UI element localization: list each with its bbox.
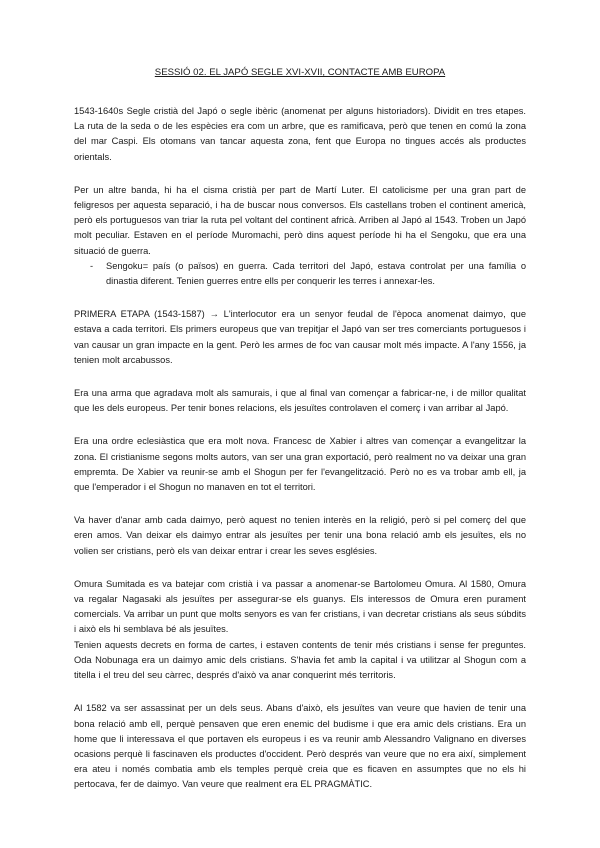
bullet-mark: - xyxy=(90,260,94,271)
document-title: SESSIÓ 02. EL JAPÓ SEGLE XVI-XVII, CONTACTE AMB EUROPA xyxy=(154,67,446,78)
paragraph-daimyo: Va haver d'anar amb cada daimyo, però aquest no tenien interès en la religió, però si pel comerç del que eren amos. Van deixar els daimyo entrar als jesuïtes per tenir una bona relació amb els jesuïtes, els no volien ser cristians, però els van deixar entrar i crear les seves esglésies. xyxy=(74,515,526,556)
paragraph-arma-samurais: Era una arma que agradava molt als samurais, i que al final van començar a fabricar-ne, i de millor qualitat que les dels europeus. Per tenir bones relacions, els jesuïtes controlaven el comerç i van arribar al Japó. xyxy=(74,388,526,414)
bullet-text: Sengoku= país (o països) en guerra. Cada territori del Japó, estava controlat per una família o dinastia diferent. Tenien guerres entre ells per conquerir les terres i annexar-les. xyxy=(106,260,526,287)
paragraph-cisma: Per un altre banda, hi ha el cisma cristià per part de Martí Luter. El catolicisme per una gran part de feligresos per aquesta separació, i ha de buscar nous conversos. Els castellans troben el continent americà, però els portuguesos van triar la ruta pel voltant del continent africà. Arriben al Japó al 1543. Troben un Japó molt peculiar. Estaven en el període Muromachi, però dins aquest període hi ha el Sengoku, que era una situació de guerra. xyxy=(74,184,526,256)
paragraph-decrets: Tenien aquests decrets en forma de cartes, i estaven contents de tenir més cristians i sense fer preguntes. Oda Nobunaga era un daimyo amic dels cristians. S'havia fet amb la capital i va utilitzar al Shogun com a titella i el treu del seu càrrec, després d'això va anar conquerint més territoris. xyxy=(74,639,526,681)
paragraph-primera-etapa: PRIMERA ETAPA (1543-1587) → L'interlocutor era un senyor feudal de l'època anomenat daimyo, que estava a cada territori. Els primers europeus que van trepitjar el Japó van ser tres comerciants portuguesos i van causar un gran impacte en la gent. Però les armes de foc van causar molt més impacte. A l'any 1556, ja tenien molt arcabussos. xyxy=(74,309,526,365)
document-page xyxy=(74,66,526,811)
bullet-item-sengoku xyxy=(74,259,526,289)
paragraph-ordre-eclesiastica: Era una ordre eclesiàstica que era molt nova. Francesc de Xabier i altres van començar a evangelitzar la zona. El cristianisme segons molts autors, van ser una gran exportació, però realment no va deixar una gran empremta. De Xabier va reunir-se amb el Shogun per fer l'evangelització. Però no es va trobar amb ell, ja que l'emperador i el Shogun no manaven en tot el territori. xyxy=(74,436,526,493)
paragraph-intro: 1543-1640s Segle cristià del Japó o segle ibèric (anomenat per alguns historiadors). Dividit en tres etapes. La ruta de la seda o de les espècies era com un arbre, que es ramificava, però que tenen en comú la zona del mar Caspi. Els otomans van tancar aquesta zona, fent que Europa no tingues accés als productes orientals. xyxy=(74,106,526,162)
paragraph-1582: Al 1582 va ser assassinat per un dels seus. Abans d'això, els jesuïtes van veure que havien de tenir una bona relació amb ell, perquè pensaven que eren enemic del budisme i que era amic dels cristians. Era un home que li interessava el que portaven els europeus i es va reunir amb Alessandro Valignano en diverses ocasions perquè li fascinaven els productes d'occident. Però després van veure que no era així, simplement era ateu i només combatia amb els temples perquè creia que es ficaven en assumptes que no els hi pertocava, fer de daimyo. Van veure que realment era EL PRAGMÀTIC. xyxy=(74,703,526,790)
paragraph-omura: Omura Sumitada es va batejar com cristià i va passar a anomenar-se Bartolomeu Omura. Al 1580, Omura va regalar Nagasaki als jesuïtes per assegurar-se els guanys. Els interessos de Omura eren purament comercials. Va arribar un punt que molts senyors es van fer cristians, i van decretar cristians als seus súbdits i això els hi semblava bé als jesuïtes. xyxy=(74,578,526,635)
